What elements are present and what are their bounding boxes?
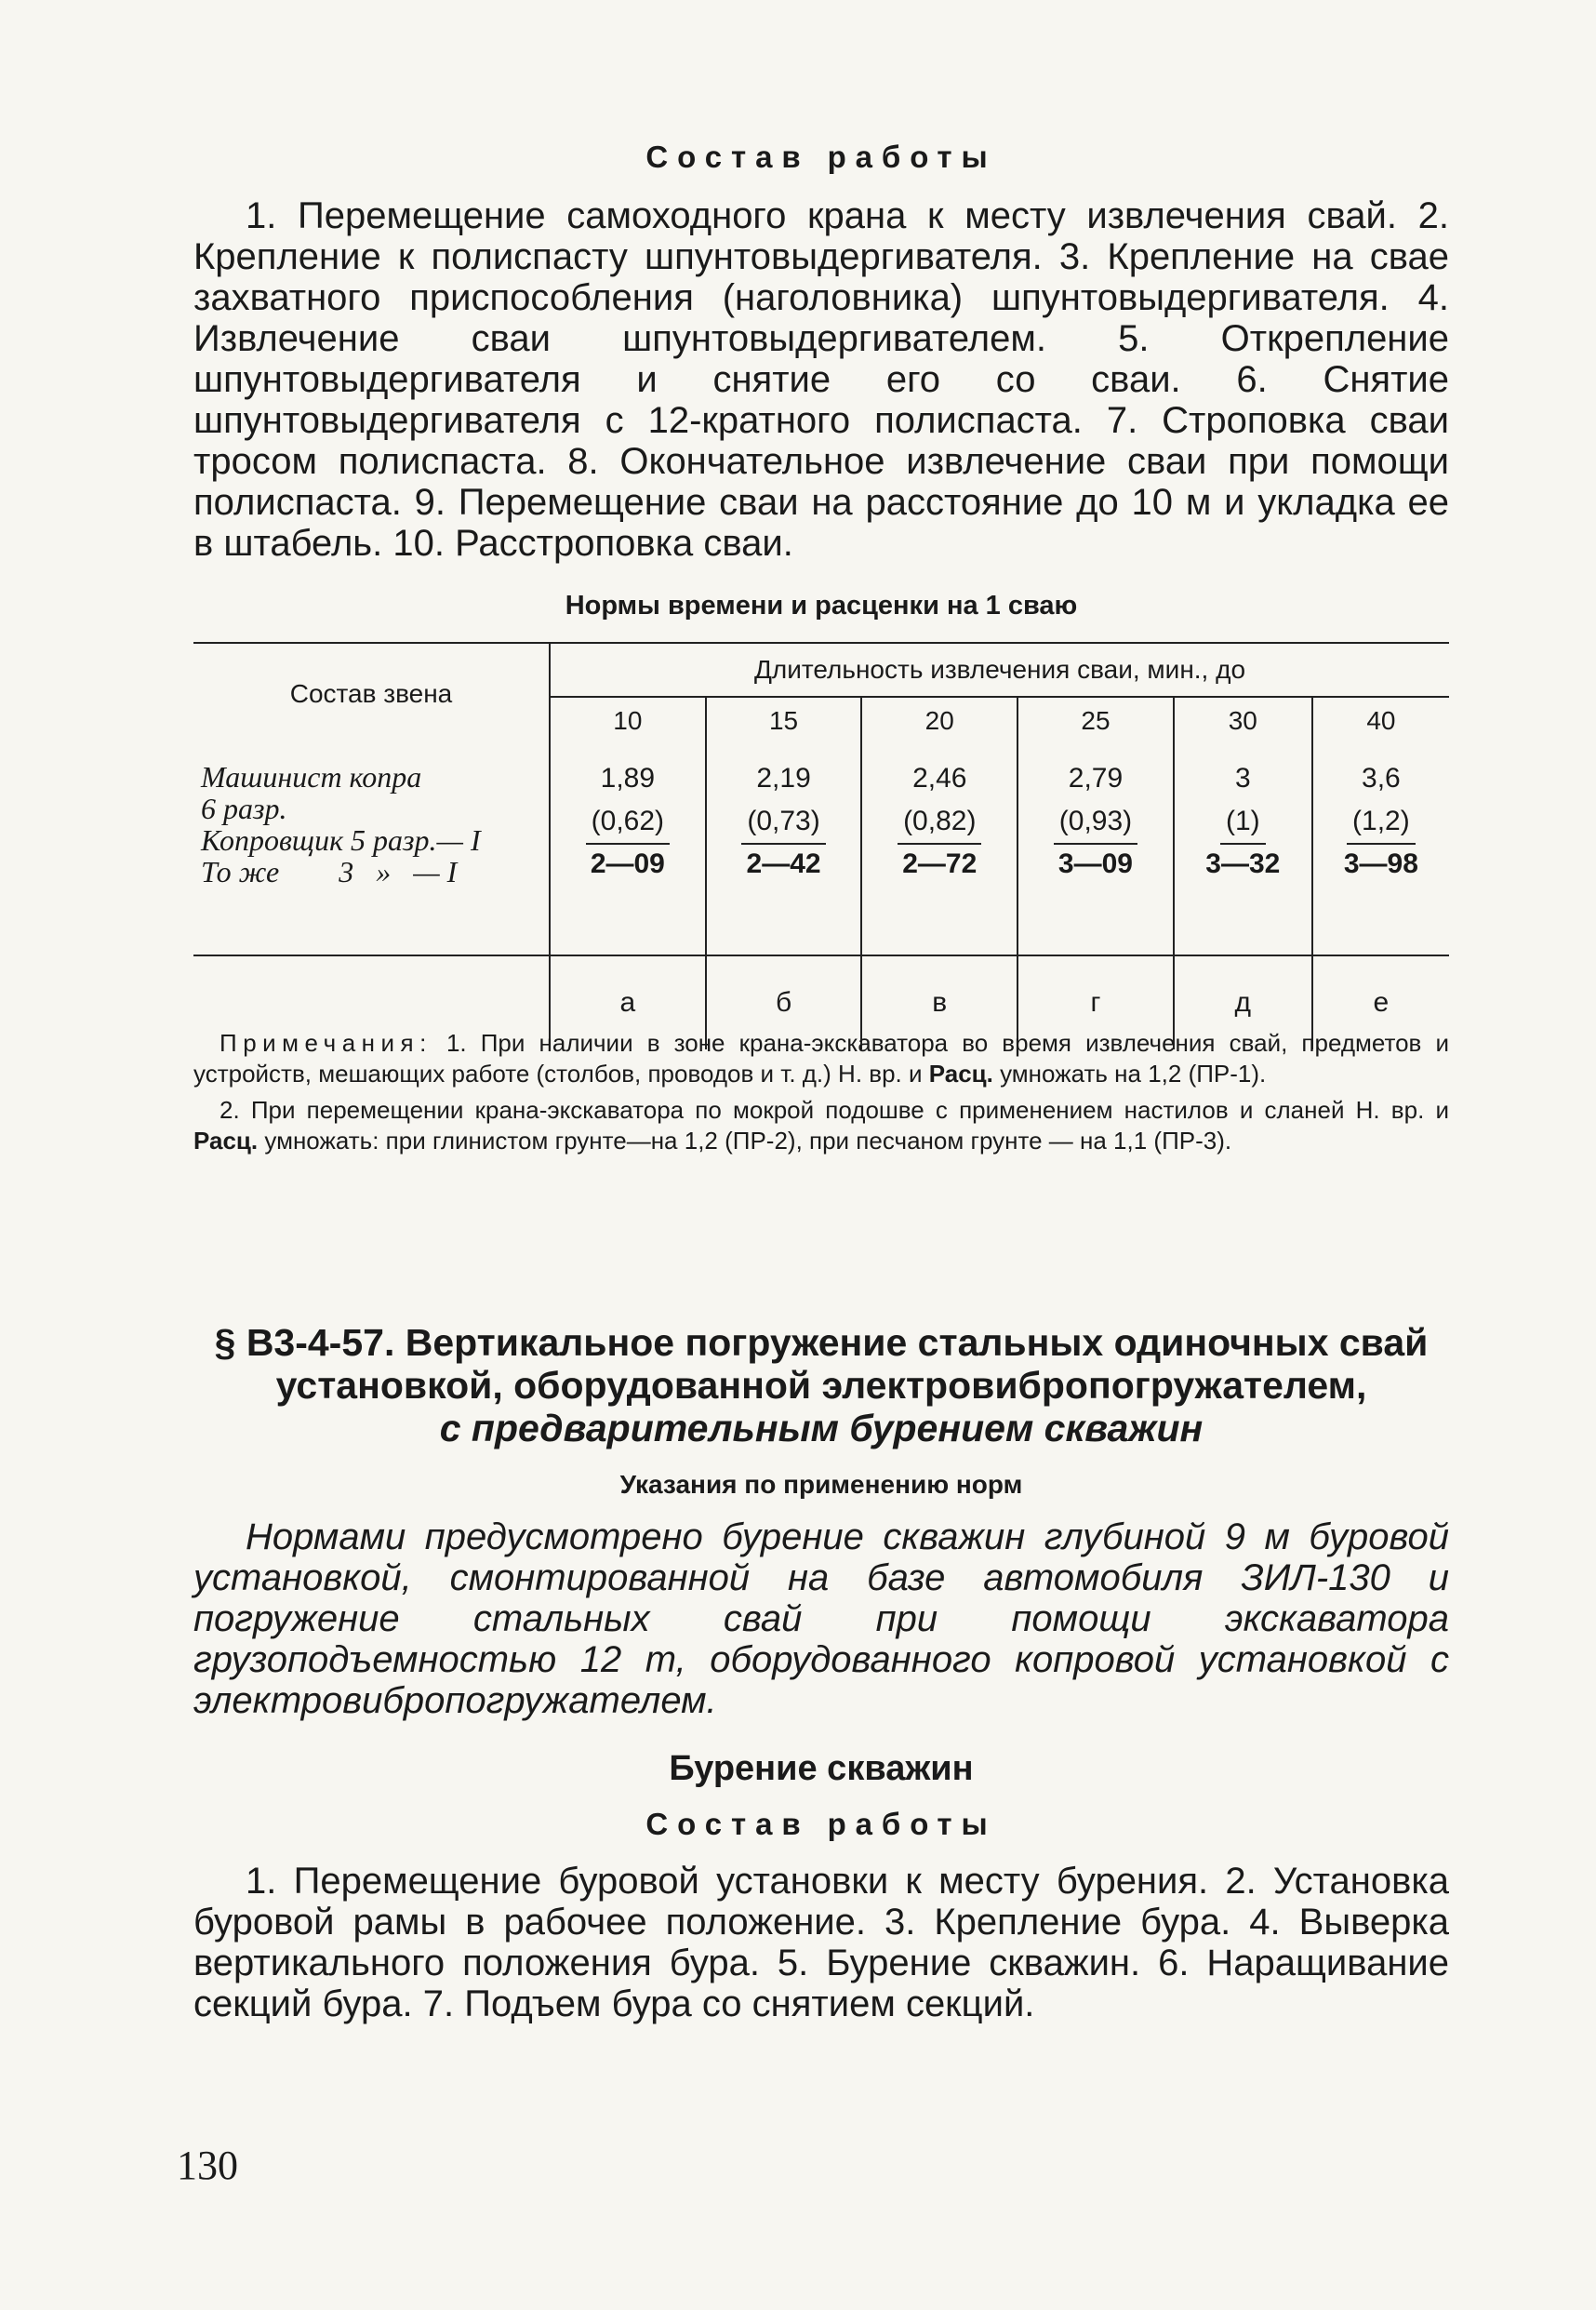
crew-line: 6 разр. [201, 792, 287, 825]
note-text: 1. При наличии в зоне крана-экскаватора во время извлечения свай, предметов и устройств, мешающих работе (столбов, проводов и т. д.) Н. вр. и [193, 1029, 1449, 1088]
usage-subheading: Указания по применению норм [619, 1470, 1023, 1499]
machine-time: (0,82) [898, 806, 981, 845]
section-heading [193, 1321, 1449, 1449]
time-norm: 2,19 [756, 763, 811, 794]
time-norm: 3,6 [1362, 763, 1401, 794]
note-term: Расц. [928, 1060, 993, 1088]
column-header: 20 [861, 697, 1017, 744]
section-heading-line: установкой, оборудованной электровибропогружателем, [275, 1364, 1367, 1407]
crew-cell [193, 744, 550, 955]
note-1 [193, 1028, 1449, 1089]
table-title: Нормы времени и расценки на 1 сваю [565, 591, 1078, 621]
crew-line: Машинист копра [201, 760, 422, 794]
machine-time: (0,73) [741, 806, 825, 845]
section-heading-line: § В3-4-57. Вертикальное погружение стальных одиночных свай [214, 1321, 1429, 1364]
value-cell [861, 744, 1017, 955]
time-norm: 2,79 [1068, 763, 1124, 794]
column-header: 10 [550, 697, 706, 744]
column-letter: в [861, 955, 1017, 1049]
value-cell [1312, 744, 1449, 955]
drilling-work-text: 1. Перемещение буровой установки к месту бурения. 2. Установка буровой рамы в рабочее положение. 3. Крепление бура. 4. Выверка вертикального положения бура. 5. Бурение скважин. 6. Наращивание секций бура. 7. Подъем бура со снятием секций. [193, 1861, 1449, 2024]
work-composition-heading: Состав работы [645, 140, 997, 174]
price: 2—72 [902, 848, 978, 879]
section-heading-line: с предварительным бурением скважин [439, 1407, 1204, 1449]
table-row [193, 744, 1449, 955]
time-norm: 2,46 [912, 763, 967, 794]
price: 2—09 [590, 848, 665, 879]
usage-text: Нормами предусмотрено бурение скважин глубиной 9 м буровой установкой, смонтированной на базе автомобиля ЗИЛ-130 и погружение стальных свай при помощи экскаватора грузоподъемностью 12 т, оборудованного копровой установкой с электровибропогружателем. [193, 1516, 1449, 1721]
machine-time: (1,2) [1347, 806, 1416, 845]
value-cell [706, 744, 862, 955]
norms-table [193, 642, 1449, 1049]
page-number: 130 [177, 2143, 238, 2188]
column-letter: а [550, 955, 706, 1049]
column-header: 30 [1174, 697, 1312, 744]
price: 3—09 [1057, 848, 1133, 879]
value-cell [1017, 744, 1174, 955]
crew-line: Копровщик 5 разр.— I [201, 823, 481, 857]
drilling-work-heading: Состав работы [645, 1807, 997, 1841]
crew-header: Состав звена [193, 643, 550, 744]
column-header: 40 [1366, 706, 1396, 735]
column-letter: г [1017, 955, 1174, 1049]
notes-label: Примечания: [219, 1029, 432, 1057]
note-text: умножать на 1,2 (ПР-1). [992, 1060, 1267, 1088]
crew-line: То же 3 » — I [201, 855, 458, 888]
price: 3—32 [1205, 848, 1281, 879]
value-cell [550, 744, 706, 955]
duration-header: Длительность извлечения сваи, мин., до [550, 643, 1449, 697]
drilling-heading: Бурение скважин [669, 1749, 974, 1788]
note-2 [193, 1095, 1449, 1156]
value-cell [1174, 744, 1312, 955]
column-letter: д [1174, 955, 1312, 1049]
column-header: 15 [706, 697, 862, 744]
notes-block [193, 1028, 1449, 1156]
column-header: 25 [1017, 697, 1174, 744]
work-composition-text: 1. Перемещение самоходного крана к месту извлечения свай. 2. Крепление к полиспасту шпунтовыдергивателя. 3. Крепление на свае захватного приспособления (наголовника) шпунтовыдергивателя. 4. Извлечение сваи шпунтовыдергивателем. 5. Открепление шпунтовыдергивателя и снятие его со сваи. 6. Снятие шпунтовыдергивателя с 12-кратного полиспаста. 7. Строповка сваи тросом полиспаста. 8. Окончательное извлечение сваи при помощи полиспаста. 9. Перемещение сваи на расстояние до 10 м и укладка ее в штабель. 10. Расстроповка сваи. [193, 195, 1449, 564]
column-letter: е [1373, 987, 1390, 1018]
column-letter: б [706, 955, 862, 1049]
time-norm: 3 [1234, 763, 1251, 794]
machine-time: (0,93) [1054, 806, 1137, 845]
table-header-row [193, 643, 1449, 697]
note-text: 2. При перемещении крана-экскаватора по мокрой подошве с применением настилов и сланей Н. вр. и [219, 1096, 1449, 1124]
machine-time: (1) [1220, 806, 1266, 845]
price: 2—42 [746, 848, 821, 879]
note-text: умножать: при глинистом грунте—на 1,2 (ПР-2), при песчаном грунте — на 1,1 (ПР-3). [258, 1127, 1232, 1155]
note-term: Расц. [193, 1127, 259, 1155]
price: 3—98 [1343, 848, 1418, 879]
machine-time: (0,62) [586, 806, 670, 845]
time-norm: 1,89 [600, 763, 656, 794]
